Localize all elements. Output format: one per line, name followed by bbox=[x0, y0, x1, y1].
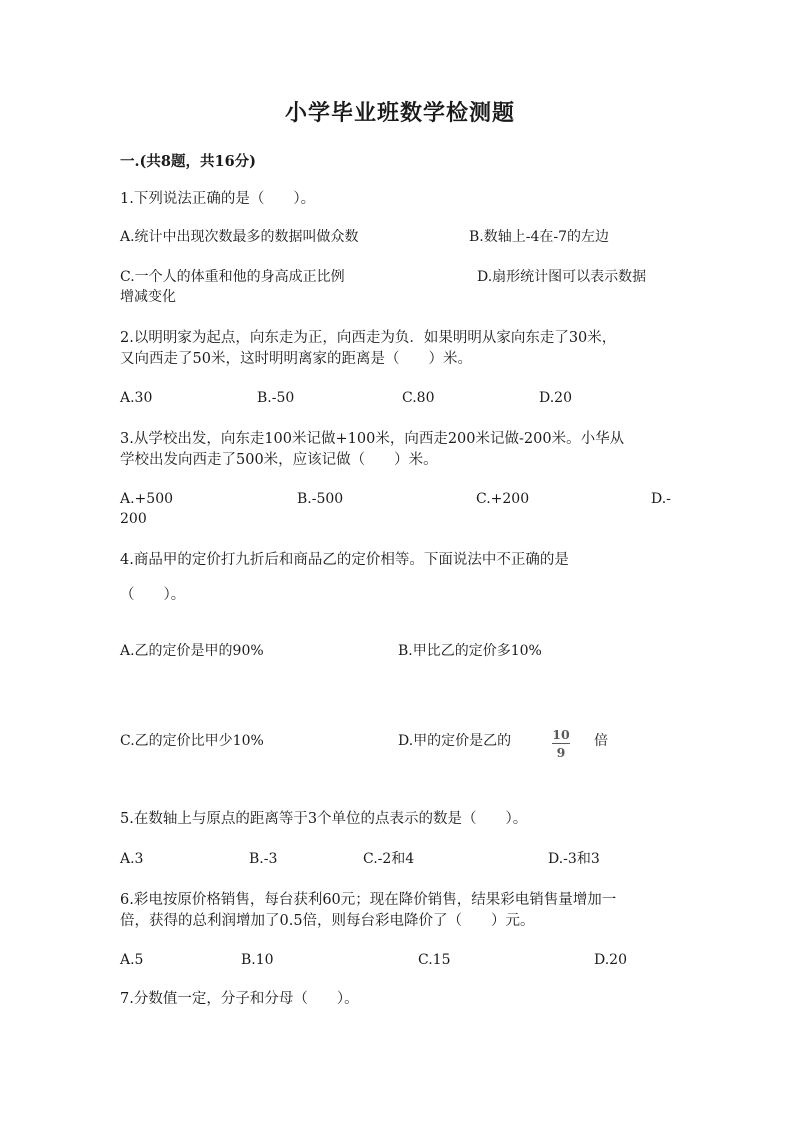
fraction-ten-ninths bbox=[551, 728, 571, 759]
fraction-numerator: 10 bbox=[552, 727, 570, 742]
page-title: 小学毕业班数学检测题 bbox=[284, 100, 515, 126]
question-3-stem-line-2: 学校出发向西走了500米，应该记做（ ）米。 bbox=[120, 452, 438, 468]
question-2-option-d: D.20 bbox=[539, 390, 572, 406]
question-5-option-a: A.3 bbox=[120, 851, 144, 867]
question-6-option-c: C.15 bbox=[418, 952, 451, 968]
question-5-option-d: D.-3和3 bbox=[548, 851, 600, 867]
fraction-bar bbox=[552, 743, 570, 744]
question-6-stem-line-2: 倍，获得的总利润增加了0.5倍，则每台彩电降价了（ ）元。 bbox=[120, 913, 535, 929]
question-4-option-d: D.甲的定价是乙的 bbox=[398, 733, 512, 749]
question-6-option-d: D.20 bbox=[594, 952, 627, 968]
question-1-stem: 1.下列说法正确的是（ ）。 bbox=[120, 191, 316, 207]
question-2-option-a: A.30 bbox=[120, 390, 153, 406]
question-4-option-c: C.乙的定价比甲少10% bbox=[120, 733, 264, 749]
question-2-option-b: B.-50 bbox=[257, 390, 295, 406]
question-5-stem: 5.在数轴上与原点的距离等于3个单位的点表示的数是（ ）。 bbox=[120, 811, 528, 827]
section-heading: 一.(共8题，共16分) bbox=[120, 153, 257, 170]
question-1-option-c: C.一个人的体重和他的身高成正比例 bbox=[120, 269, 345, 285]
question-2-option-c: C.80 bbox=[402, 390, 435, 406]
question-3-option-d: D.- bbox=[651, 491, 671, 507]
question-6-stem-line-1: 6.彩电按原价格销售，每台获利60元；现在降价销售，结果彩电销售量增加一 bbox=[120, 892, 617, 908]
question-4-stem-line-1: 4.商品甲的定价打九折后和商品乙的定价相等。下面说法中不正确的是 bbox=[120, 552, 569, 568]
question-4-option-b: B.甲比乙的定价多10% bbox=[398, 643, 542, 659]
question-1-option-d: D.扇形统计图可以表示数据 bbox=[477, 269, 647, 285]
fraction-denominator: 9 bbox=[556, 745, 566, 760]
question-3-option-b: B.-500 bbox=[297, 491, 344, 507]
question-3-stem-line-1: 3.从学校出发，向东走100米记做+100米，向西走200米记做-200米。小华从 bbox=[120, 431, 625, 447]
question-5-option-c: C.-2和4 bbox=[363, 851, 415, 867]
question-3-option-c: C.+200 bbox=[476, 491, 530, 507]
question-4-option-a: A.乙的定价是甲的90% bbox=[120, 643, 264, 659]
question-7-stem: 7.分数值一定，分子和分母（ ）。 bbox=[120, 991, 359, 1007]
question-5-option-b: B.-3 bbox=[249, 851, 278, 867]
question-3-option-d-continued: 200 bbox=[120, 511, 147, 527]
question-2-stem-line-2: 又向西走了50米，这时明明离家的距离是（ ）米。 bbox=[120, 351, 472, 367]
question-6-option-b: B.10 bbox=[241, 952, 274, 968]
question-1-option-a: A.统计中出现次数最多的数据叫做众数 bbox=[120, 229, 359, 245]
question-4-option-d-suffix: 倍 bbox=[594, 733, 608, 749]
question-1-option-d-continued: 增减变化 bbox=[120, 289, 176, 305]
question-6-option-a: A.5 bbox=[120, 952, 144, 968]
question-4-stem-line-2: （ ）。 bbox=[120, 587, 186, 603]
question-1-option-b: B.数轴上-4在-7的左边 bbox=[469, 229, 610, 245]
question-2-stem-line-1: 2.以明明家为起点，向东走为正，向西走为负．如果明明从家向东走了30米， bbox=[120, 330, 617, 346]
question-3-option-a: A.+500 bbox=[120, 491, 174, 507]
